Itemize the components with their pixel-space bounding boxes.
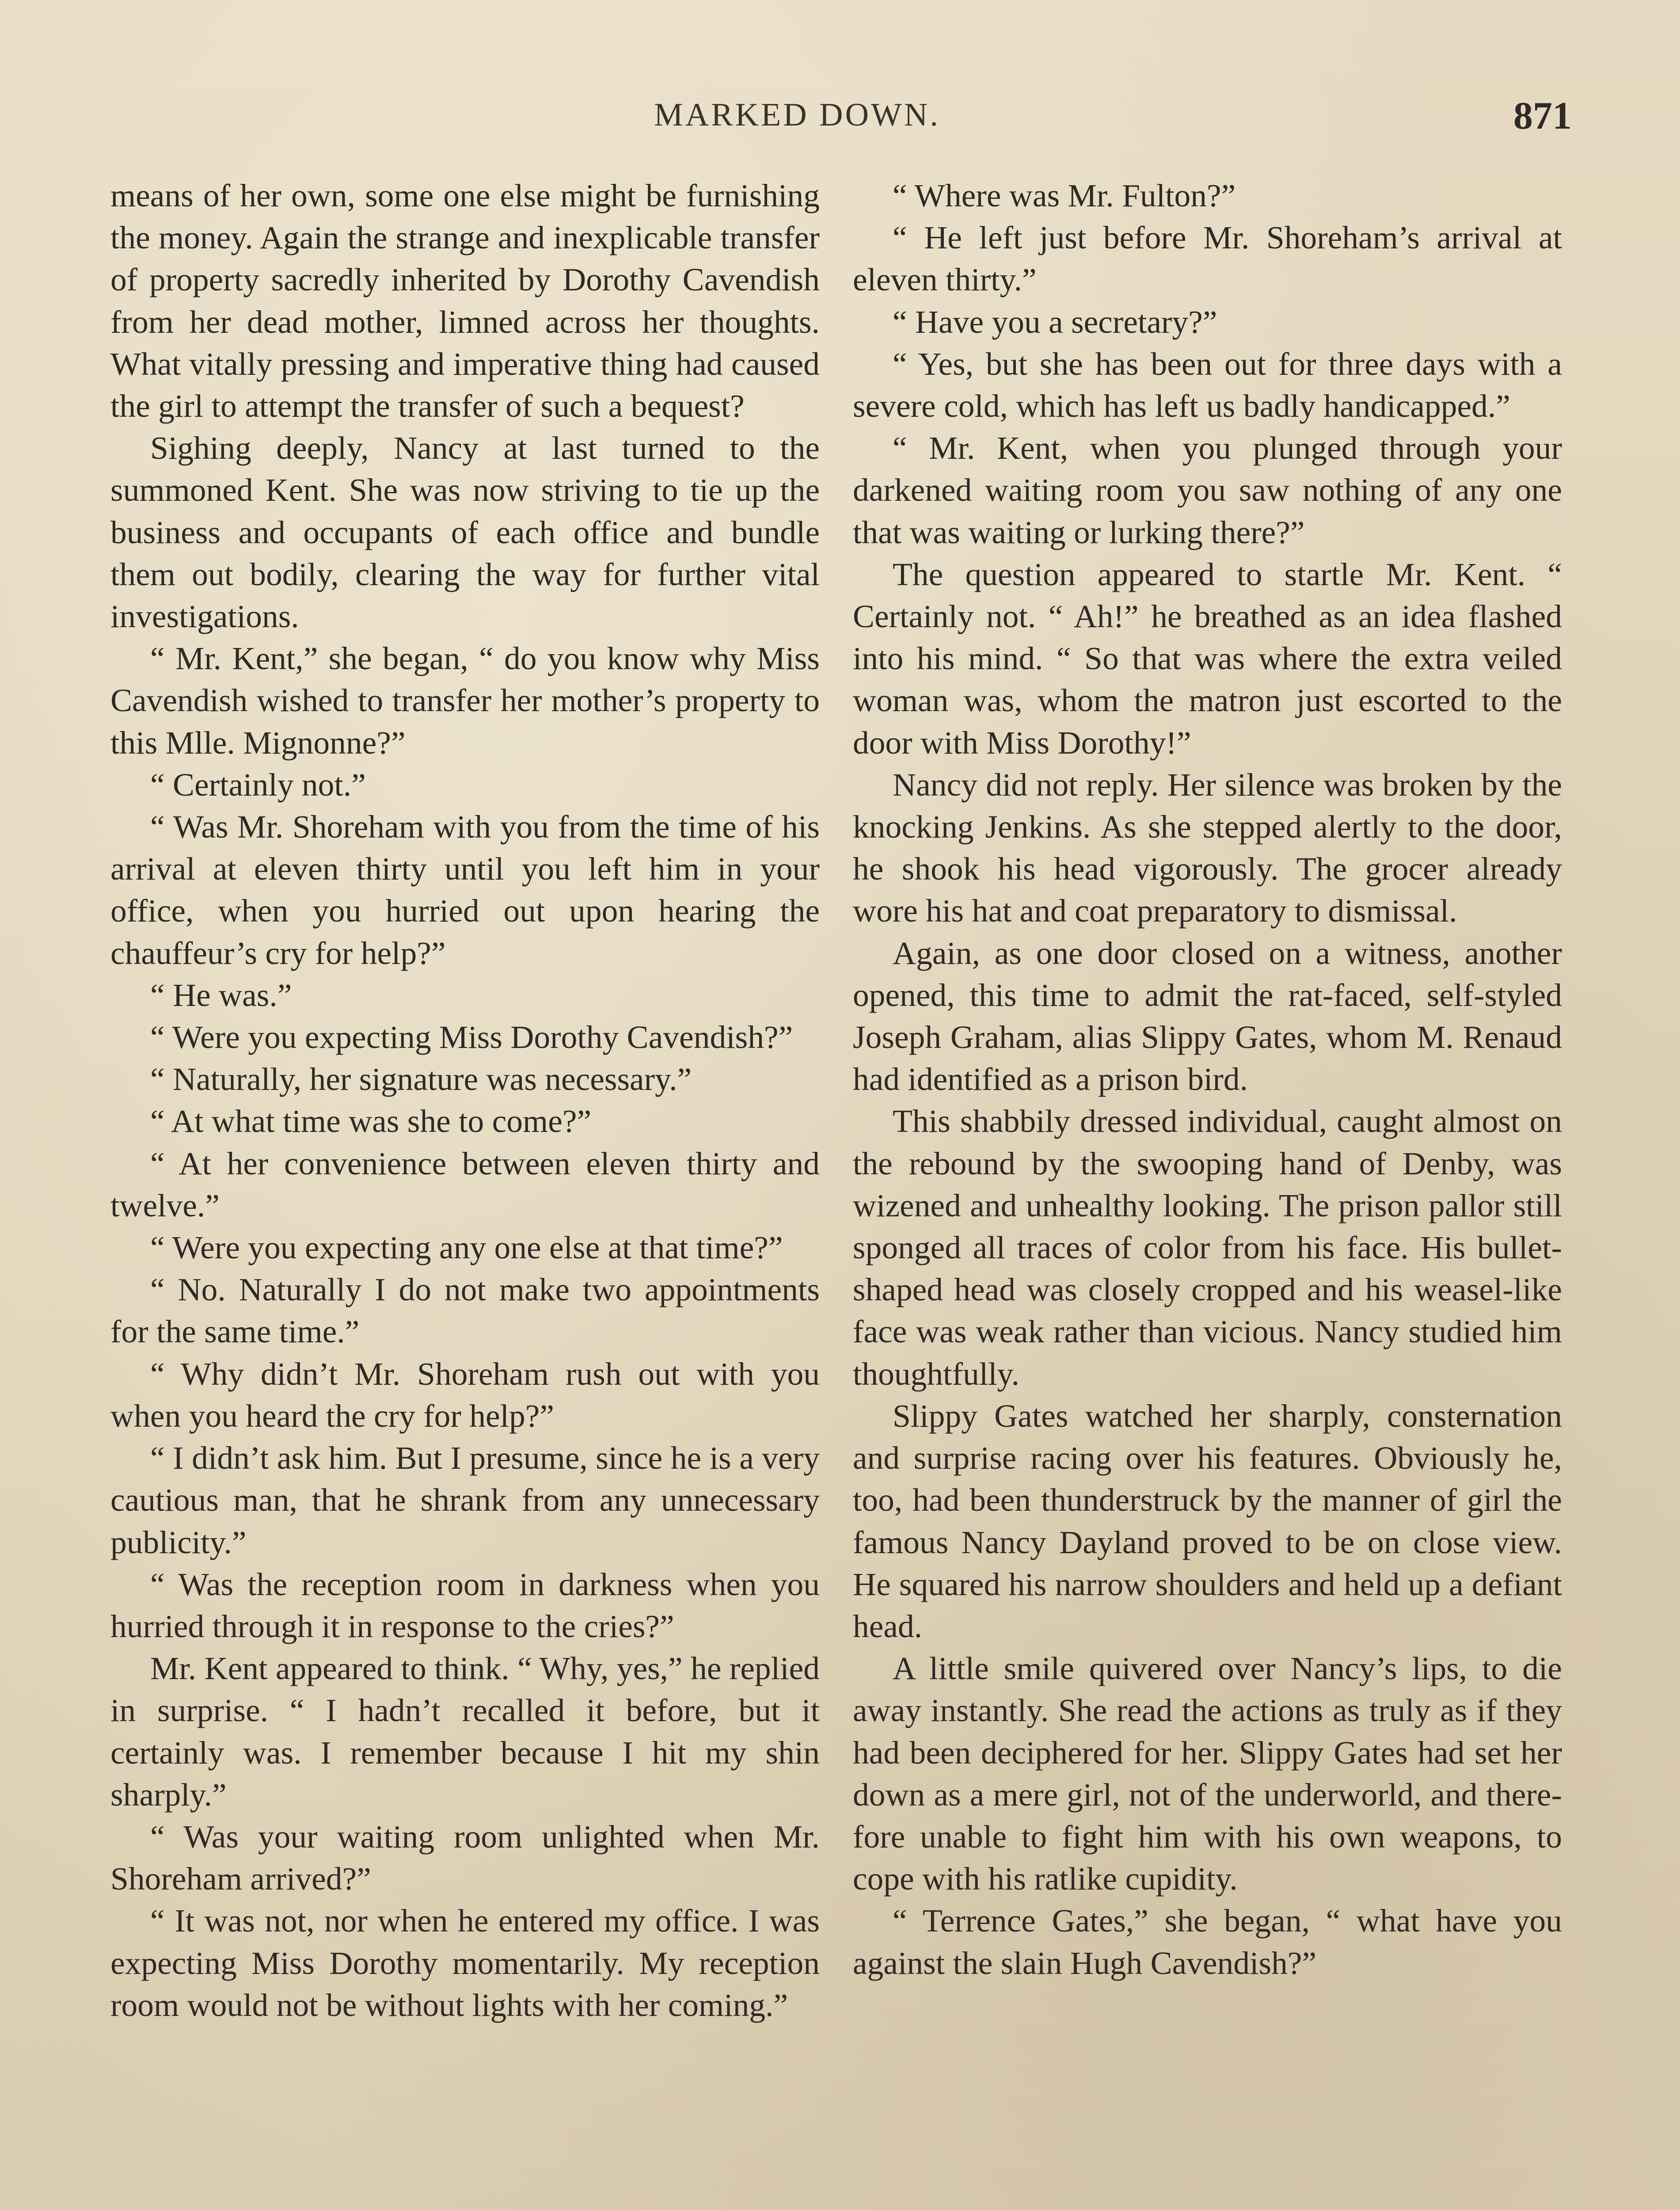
left-column — [110, 175, 820, 2026]
running-title: MARKED DOWN. — [654, 97, 940, 133]
paragraph: “ At her convenience between eleven thirty and twelve.” — [110, 1145, 820, 1223]
paragraph: “ He was.” — [150, 977, 292, 1013]
paragraph: Mr. Kent appeared to think. “ Why, yes,” he replied in surprise. “ I hadn’t recalled it before, but it certainly was. I remember because I hit my shin sharply.” — [110, 1650, 820, 1813]
paragraph: Slippy Gates watched her sharply, consternation and surprise racing over his features. Obviously he, too, had been thunderstruck by the manner of girl the famous Nancy Dayland proved to be on close view. He squared his narrow shoulders and held up a defiant head. — [853, 1398, 1562, 1644]
paragraph: Sighing deeply, Nancy at last turned to the summoned Kent. She was now striving to tie up the business and occupants of each office and bundle them out bodily, clearing the way for further vital investigations. — [110, 430, 820, 635]
paragraph: means of her own, some one else might be furnishing the money. Again the strange and inexplicable transfer of property sacredly inherited by Dorothy Cavendish from her dead mother, limned across her thoughts. What vitally pressing and imperative thing had caused the girl to attempt the transfer of such a bequest? — [110, 178, 820, 424]
paragraph: “ Mr. Kent, when you plunged through your darkened waiting room you saw nothing of any one that was waiting or lurking there?” — [853, 430, 1562, 550]
paragraph: “ No. Naturally I do not make two appointments for the same time.” — [110, 1272, 820, 1350]
paragraph: “ Were you expecting any one else at that time?” — [150, 1230, 783, 1266]
paragraph: “ Certainly not.” — [150, 766, 366, 803]
paragraph: “ Terrence Gates,” she began, “ what have you against the slain Hugh Cavendish?” — [853, 1903, 1562, 1981]
paragraph: “ At what time was she to come?” — [150, 1103, 592, 1139]
paragraph: A little smile quivered over Nancy’s lips, to die away instantly. She read the actions as truly as if they had been deciphered for her. Slippy Gates had set her down as a mere girl, not of the underworld, and therefore unable to fight him with his own weapons, to cope with his ratlike cupidity. — [853, 1650, 1562, 1897]
paragraph: “ Was Mr. Shoreham with you from the time of his arrival at eleven thirty until you left him in your office, when you hurried out upon hearing the chauffeur’s cry for help?” — [110, 809, 820, 971]
paragraph: This shabbily dressed individual, caught almost on the rebound by the swooping hand of Denby, was wizened and unhealthy looking. The prison pallor still sponged all traces of color from his face. His bullet-shaped head was closely cropped and his weasel-like face was weak rather than vicious. Nancy studied him thoughtfully. — [853, 1103, 1562, 1392]
paragraph: “ Were you expecting Miss Dorothy Cavendish?” — [150, 1019, 793, 1055]
paragraph: “ Mr. Kent,” she began, “ do you know why Miss Cavendish wished to transfer her mother’s property to this Mlle. Mignonne?” — [110, 640, 820, 761]
paragraph: “ I didn’t ask him. But I presume, since he is a very cautious man, that he shrank from any unnecessary publicity.” — [110, 1440, 820, 1560]
paragraph: “ Have you a secretary?” — [893, 304, 1217, 340]
page-number: 871 — [1513, 95, 1572, 137]
paragraph: The question appeared to startle Mr. Kent. “ Certainly not. “ Ah!” he breathed as an idea flashed into his mind. “ So that was where the extra veiled woman was, whom the matron just escorted to the door with Miss Dorothy!” — [853, 556, 1562, 761]
paragraph: “ Where was Mr. Fulton?” — [893, 178, 1236, 213]
paragraph: “ Was the reception room in darkness when you hurried through it in response to the cries?” — [110, 1566, 820, 1644]
paragraph: “ Was your waiting room unlighted when Mr. Shoreham arrived?” — [110, 1818, 820, 1897]
paragraph: “ He left just before Mr. Shoreham’s arrival at eleven thirty.” — [853, 220, 1562, 298]
running-head — [0, 96, 1680, 149]
right-column — [853, 175, 1562, 1984]
paragraph: “ Naturally, her signature was necessary.” — [150, 1061, 692, 1097]
paragraph: “ Yes, but she has been out for three days with a severe cold, which has left us badly handicapped.” — [853, 346, 1562, 424]
paragraph: “ It was not, nor when he entered my office. I was expecting Miss Dorothy momentarily. My reception room would not be without lights with her coming.” — [110, 1903, 820, 2023]
paragraph: “ Why didn’t Mr. Shoreham rush out with you when you heard the cry for help?” — [110, 1356, 820, 1434]
paragraph: Again, as one door closed on a witness, another opened, this time to admit the rat-faced, self-styled Joseph Graham, alias Slippy Gates, whom M. Renaud had identified as a prison bird. — [853, 935, 1562, 1097]
paragraph: Nancy did not reply. Her silence was broken by the knocking Jenkins. As she stepped alertly to the door, he shook his head vigorously. The grocer already wore his hat and coat preparatory to dismissal. — [853, 766, 1562, 929]
